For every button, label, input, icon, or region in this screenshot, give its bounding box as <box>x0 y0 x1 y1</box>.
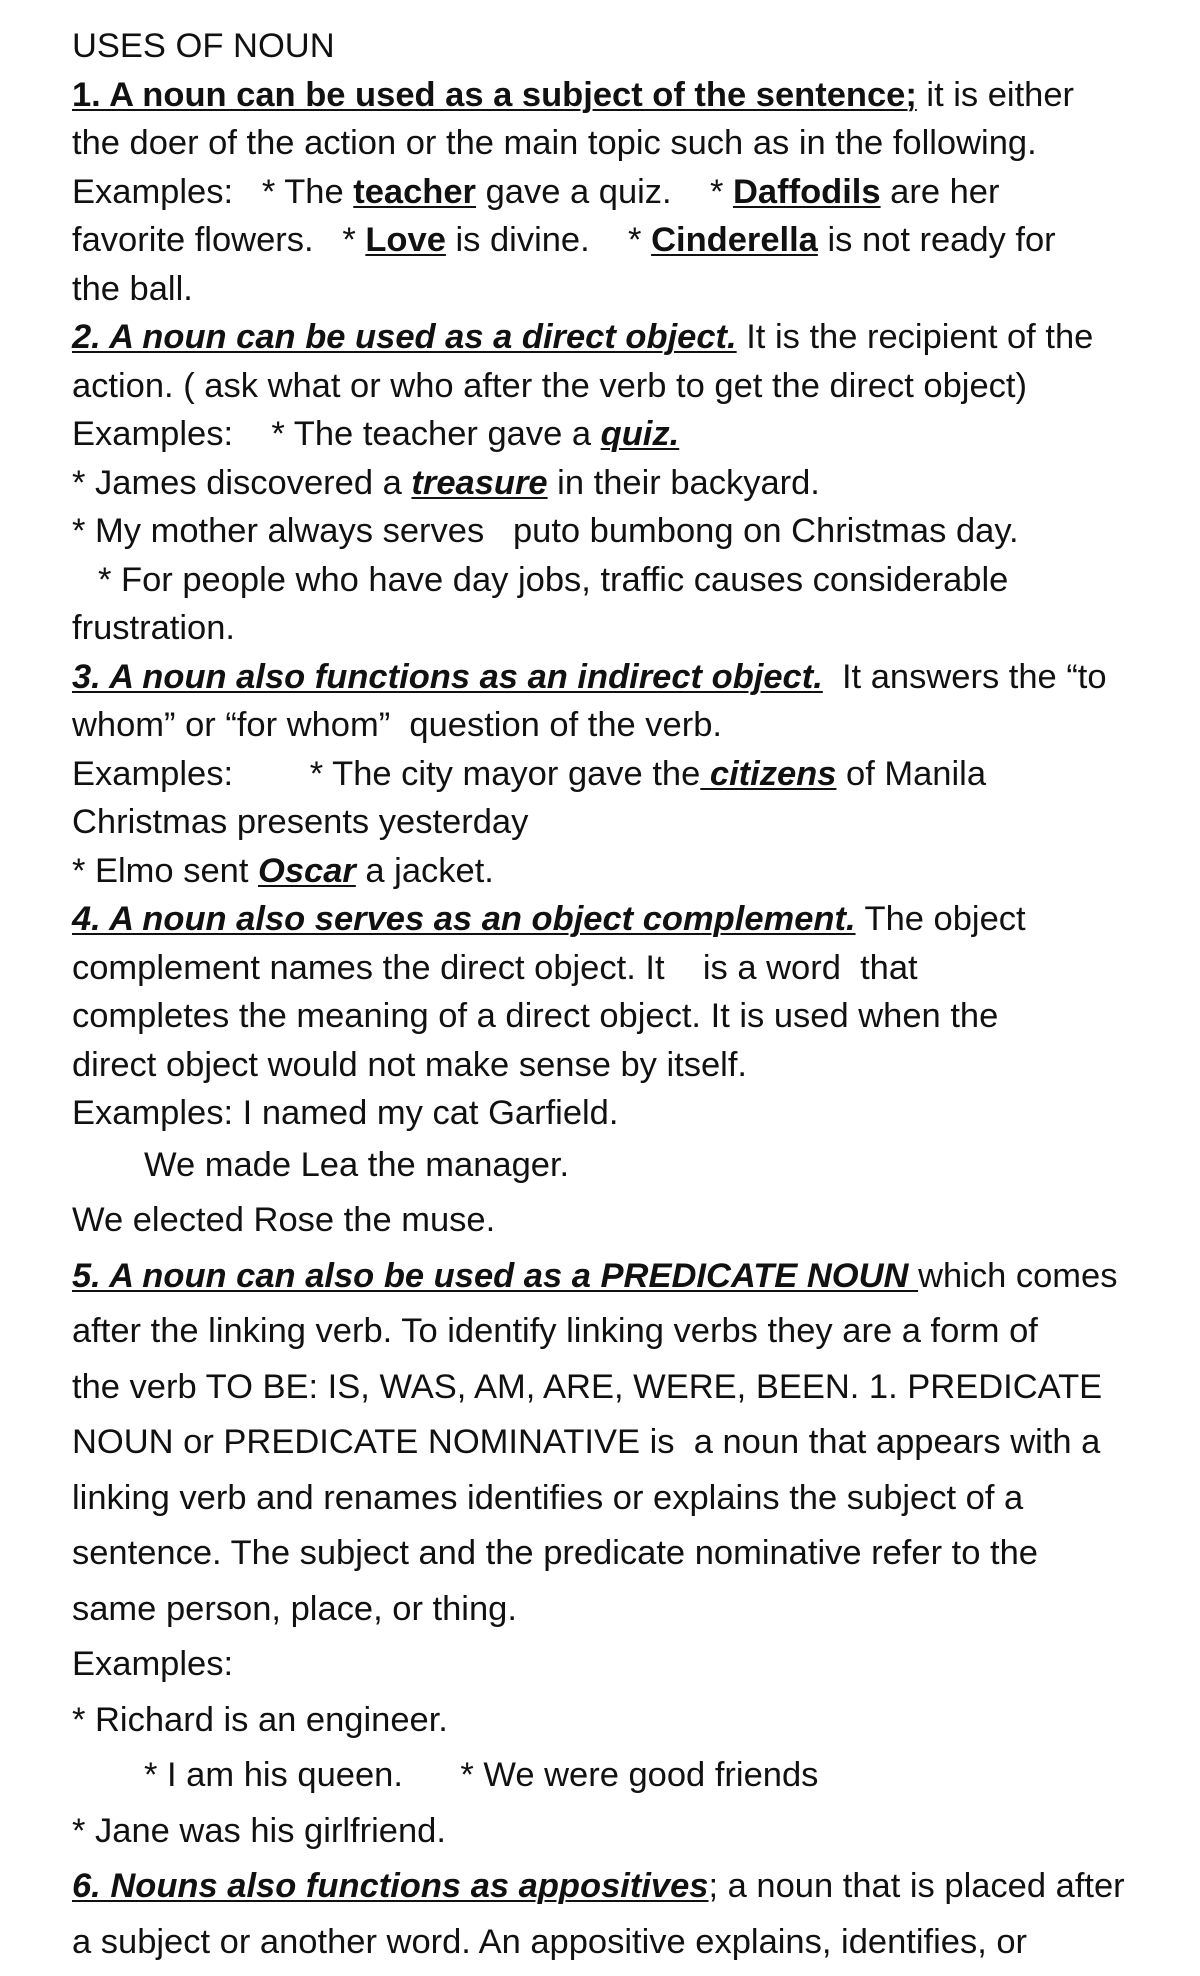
section-5-heading: 5. A noun can also be used as a PREDICATE NOUN <box>72 1256 919 1295</box>
section-5-line-8: Examples: <box>72 1645 234 1683</box>
section-2-line-4: * James discovered a treasure in their backyard. <box>72 463 820 502</box>
section-5-line-1: 5. A noun can also be used as a PREDICATE NOUN which comes <box>72 1256 1118 1295</box>
section-4-line-5: Examples: I named my cat Garfield. <box>72 1094 619 1132</box>
section-4-line-2: complement names the direct object. It is a word that <box>72 948 918 987</box>
example-word-love: Love <box>365 221 446 259</box>
section-5-line-6: sentence. The subject and the predicate nominative refer to the <box>72 1534 1038 1572</box>
section-3-heading: 3. A noun also functions as an indirect object. <box>72 657 823 696</box>
section-1-line-4: favorite flowers. * Love is divine. * Cinderella is not ready for <box>72 221 1056 259</box>
section-1-line-5: the ball. <box>72 269 193 308</box>
section-5-line-9: * Richard is an engineer. <box>72 1700 448 1739</box>
section-6-line-2: a subject or another word. An appositive explains, identifies, or <box>72 1922 1028 1961</box>
section-2-line-2: action. ( ask what or who after the verb to get the direct object) <box>72 366 1027 405</box>
section-3-line-5: * Elmo sent Oscar a jacket. <box>72 851 494 890</box>
section-2-heading: 2. A noun can be used as a direct object. <box>72 318 737 356</box>
section-2-line-7: frustration. <box>72 609 235 647</box>
section-3-line-4: Christmas presents yesterday <box>72 803 529 841</box>
section-6-heading: 6. Nouns also functions as appositives <box>72 1867 709 1905</box>
document-page <box>72 22 1152 1970</box>
section-1-line-2: the doer of the action or the main topic such as in the following. <box>72 124 1037 162</box>
section-3-line-3: Examples: * The city mayor gave the citizens of Manila <box>72 754 987 793</box>
section-6-line-1: 6. Nouns also functions as appositives; a noun that is placed after <box>72 1867 1125 1905</box>
section-1-line-1: 1. A noun can be used as a subject of the sentence; it is either <box>72 75 1075 114</box>
section-1-line-3: Examples: * The teacher gave a quiz. * Daffodils are her <box>72 172 1000 211</box>
section-4-heading: 4. A noun also serves as an object complement. <box>72 900 856 938</box>
example-word-citizens: citizens <box>700 754 837 793</box>
section-4-line-1: 4. A noun also serves as an object complement. The object <box>72 900 1026 938</box>
example-word-treasure: treasure <box>411 463 548 502</box>
section-5-line-10: * I am his queen. * We were good friends <box>144 1756 819 1794</box>
section-2-line-6: * For people who have day jobs, traffic causes considerable <box>98 560 1009 599</box>
document-title: USES OF NOUN <box>72 27 335 65</box>
section-5-line-3: the verb TO BE: IS, WAS, AM, ARE, WERE, BEEN. 1. PREDICATE <box>72 1367 1103 1406</box>
section-5-line-5: linking verb and renames identifies or explains the subject of a <box>72 1478 1024 1517</box>
example-word-teacher: teacher <box>353 172 476 211</box>
section-5-line-11: * Jane was his girlfriend. <box>72 1811 446 1850</box>
section-3-line-1: 3. A noun also functions as an indirect object. It answers the “to <box>72 657 1107 696</box>
section-4-line-3: completes the meaning of a direct object. It is used when the <box>72 997 999 1035</box>
section-3-line-2: whom” or “for whom” question of the verb. <box>72 706 723 744</box>
section-4-line-7: We elected Rose the muse. <box>72 1201 496 1239</box>
example-word-daffodils: Daffodils <box>732 172 881 211</box>
section-1-heading: 1. A noun can be used as a subject of the sentence; <box>72 75 917 114</box>
section-4-line-4: direct object would not make sense by itself. <box>72 1045 748 1084</box>
section-2-line-5: * My mother always serves puto bumbong on Christmas day. <box>72 512 1019 550</box>
section-5-line-2: after the linking verb. To identify linking verbs they are a form of <box>72 1312 1038 1350</box>
section-2-line-1: 2. A noun can be used as a direct object. It is the recipient of the <box>72 318 1094 356</box>
section-2-line-3: Examples: * The teacher gave a quiz. <box>72 415 680 453</box>
example-word-cinderella: Cinderella <box>651 221 818 259</box>
section-5-line-7: same person, place, or thing. <box>72 1589 517 1628</box>
section-4-line-6: We made Lea the manager. <box>144 1145 570 1184</box>
section-5-line-4: NOUN or PREDICATE NOMINATIVE is a noun that appears with a <box>72 1423 1101 1461</box>
example-word-oscar: Oscar <box>258 851 356 890</box>
example-word-quiz: quiz. <box>600 415 680 453</box>
